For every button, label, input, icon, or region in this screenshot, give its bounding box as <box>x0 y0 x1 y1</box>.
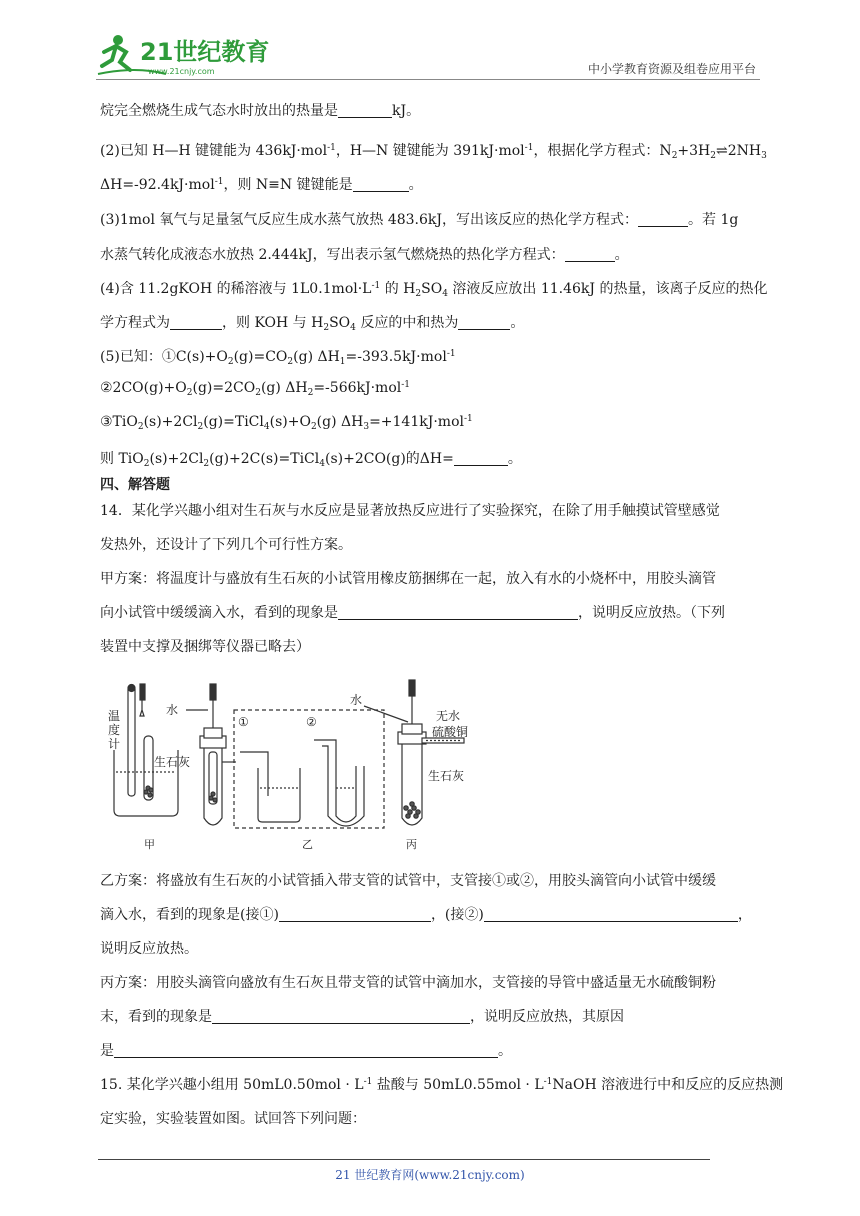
label-quicklime-1: 生石灰 <box>154 755 191 769</box>
page-header <box>96 30 760 80</box>
text: ，H—N 键键能为 391kJ·mol <box>335 143 525 159</box>
subscript: 2 <box>137 422 144 432</box>
text: +3H <box>677 143 711 159</box>
q14-line4 <box>100 602 725 622</box>
subscript: 2 <box>186 388 193 398</box>
subscript: 2 <box>227 357 234 367</box>
text: SO <box>329 315 351 331</box>
subscript: 2 <box>197 422 204 432</box>
text: (g)+2C(s)=TiCl <box>209 451 320 467</box>
answer-blank <box>338 103 392 118</box>
text: (s)+2Cl <box>149 451 204 467</box>
text: kJ。 <box>392 103 421 119</box>
q14-bing-line1: 丙方案：用胶头滴管向盛放有生石灰且带支管的试管中滴加水，支管接的导管中盛适量无水硫酸铜粉 <box>100 975 716 991</box>
superscript: -1 <box>543 1077 553 1087</box>
text: 。 <box>408 177 423 193</box>
text: (g) ΔH <box>293 349 340 365</box>
line-q1-tail <box>100 100 420 120</box>
caption-bing: 丙 <box>406 838 417 851</box>
subscript: 2 <box>710 151 717 161</box>
subscript: 2 <box>255 388 261 398</box>
line-q3-cont <box>100 244 629 264</box>
superscript: -1 <box>463 414 473 424</box>
subscript: 2 <box>310 422 317 432</box>
text: (3)1mol 氧气与足量氢气反应生成水蒸气放热 483.6kJ，写出该反应的热化学方程式： <box>100 212 638 228</box>
subscript: 4 <box>319 459 325 469</box>
label-anhydrous: 无水 <box>436 709 461 723</box>
subscript: 2 <box>671 151 678 161</box>
text: 。 <box>498 1043 512 1059</box>
text: NaOH 溶液进行中和反应的反应热测 <box>552 1077 784 1093</box>
subscript: 3 <box>363 422 370 432</box>
site-logo <box>96 30 296 78</box>
label-thermometer-3: 计 <box>108 737 121 751</box>
section-heading: 四、解答题 <box>100 477 170 493</box>
text: (g) ΔH <box>260 380 308 396</box>
label-circle-2: ② <box>306 715 317 729</box>
q14-yi-line1: 乙方案：将盛放有生石灰的小试管插入带支管的试管中，支管接①或②，用胶头滴管向小试管中缓缓 <box>100 873 716 889</box>
text: 水蒸气转化成液态水放热 2.444kJ，写出表示氢气燃烧热的热化学方程式： <box>100 247 565 263</box>
answer-blank <box>565 247 615 262</box>
logo-url: www.21cnjy.com <box>148 67 215 76</box>
text: ΔH=-92.4kJ·mol <box>100 177 215 193</box>
text: 则 TiO <box>100 451 144 467</box>
q14-line5: 装置中支撑及捆绑等仪器已略去） <box>100 639 310 655</box>
subscript: 2 <box>307 388 314 398</box>
text: =-566kJ·mol <box>313 380 402 396</box>
text: ②2CO(g)+O <box>100 380 187 396</box>
line-q5-eq3 <box>100 414 473 432</box>
superscript: -1 <box>327 143 336 153</box>
caption-yi: 乙 <box>302 838 313 851</box>
answer-blank <box>353 177 409 192</box>
apparatus-bing <box>364 680 464 825</box>
label-circle-1: ① <box>238 715 249 729</box>
q14-line2: 发热外，还设计了下列几个可行性方案。 <box>100 537 352 553</box>
text: =+141kJ·mol <box>369 414 464 430</box>
answer-blank <box>638 212 688 227</box>
text: 反应的中和热为 <box>355 315 459 331</box>
text: ，则 N≡N 键键能是 <box>223 177 353 193</box>
text: (g)=TiCl <box>203 414 264 430</box>
text: (s)+2CO(g)的ΔH= <box>324 451 454 467</box>
label-quicklime-2: 生石灰 <box>428 769 465 783</box>
text: ，根据化学方程式：N <box>533 143 672 159</box>
superscript: -1 <box>363 1077 373 1087</box>
answer-blank <box>458 315 510 330</box>
footer-link[interactable]: 21 世纪教育网(www.21cnjy.com) <box>335 1168 525 1182</box>
text: (s)+2Cl <box>143 414 198 430</box>
label-thermometer-1: 温 <box>108 709 121 723</box>
answer-blank <box>114 1043 498 1058</box>
text: ，说明反应放热，其原因 <box>470 1009 624 1025</box>
text: (g)=CO <box>233 349 288 365</box>
text: (s)+O <box>269 414 311 430</box>
platform-name: 中小学教育资源及组卷应用平台 <box>587 62 756 76</box>
line-q2 <box>100 140 767 161</box>
text: 烷完全燃烧生成气态水时放出的热量是 <box>100 103 338 119</box>
text: (5)已知：①C(s)+O <box>100 349 228 365</box>
text: =-393.5kJ·mol <box>345 349 447 365</box>
label-cuso4: 硫酸铜 <box>432 725 469 739</box>
q15-line1 <box>100 1074 783 1094</box>
label-water-1: 水 <box>166 703 179 717</box>
text: (4)含 11.2gKOH 的稀溶液与 1L0.1mol·L <box>100 281 372 297</box>
text: 。 <box>510 315 525 331</box>
text: (2)已知 H—H 键键能为 436kJ·mol <box>100 143 328 159</box>
text: ③TiO <box>100 414 138 430</box>
text: (g) ΔH <box>316 414 364 430</box>
answer-blank <box>484 907 738 922</box>
apparatus-figure <box>100 676 500 856</box>
line-q5-eq1 <box>100 346 456 367</box>
text: 学方程式为 <box>100 315 170 331</box>
label-water-2: 水 <box>350 693 363 707</box>
label-thermometer-2: 度 <box>108 723 121 737</box>
text: 是 <box>100 1043 114 1059</box>
text: 盐酸与 50mL0.55mol · L <box>372 1077 544 1093</box>
superscript: -1 <box>401 380 411 390</box>
line-q5-eq2 <box>100 380 410 398</box>
subscript: 4 <box>263 422 270 432</box>
header-divider <box>96 79 760 80</box>
text: SO <box>421 281 443 297</box>
q14-bing-line3 <box>100 1040 512 1060</box>
answer-blank <box>212 1009 470 1024</box>
text: 的 H <box>380 281 416 297</box>
answer-blank <box>454 451 508 466</box>
q14-yi-line3: 说明反应放热。 <box>100 941 198 957</box>
text: ⇌2NH <box>716 143 762 159</box>
answer-blank <box>279 907 431 922</box>
line-q4-cont <box>100 312 524 333</box>
subscript: 2 <box>323 323 330 333</box>
text: 15. 某化学兴趣小组用 50mL0.50mol · L <box>100 1077 364 1093</box>
text: ，说明反应放热。（下列 <box>578 605 725 621</box>
q15-line2: 定实验，实验装置如图。试回答下列问题： <box>100 1111 366 1127</box>
text: ， <box>737 907 752 923</box>
subscript: 4 <box>350 323 356 333</box>
logo-text: 21世纪教育 <box>140 38 270 66</box>
text: 向小试管中缓缓滴入水，看到的现象是 <box>100 605 338 621</box>
q14-line1: 14．某化学兴趣小组对生石灰与水反应是显著放热反应进行了实验探究，在除了用手触摸试管壁感觉 <box>100 503 720 519</box>
superscript: -1 <box>214 177 224 187</box>
subscript: 2 <box>415 289 422 299</box>
line-q3 <box>100 209 738 229</box>
superscript: -1 <box>524 143 534 153</box>
subscript: 3 <box>761 151 767 161</box>
line-q2-cont <box>100 174 423 194</box>
line-q5-target <box>100 448 522 469</box>
text: 。若 1g <box>688 212 739 228</box>
subscript: 2 <box>203 459 210 469</box>
answer-blank <box>170 315 222 330</box>
apparatus-jia-b <box>186 684 236 825</box>
superscript: -1 <box>446 349 456 359</box>
q14-bing-line2 <box>100 1006 624 1026</box>
text: 。 <box>507 451 522 467</box>
text: 溶液反应放出 11.46kJ 的热量，该离子反应的热化 <box>447 281 768 297</box>
q14-yi-line2 <box>100 904 752 924</box>
text: 末，看到的现象是 <box>100 1009 212 1025</box>
subscript: 4 <box>442 289 448 299</box>
footer-divider <box>98 1159 710 1160</box>
q14-line3: 甲方案：将温度计与盛放有生石灰的小试管用橡皮筋捆绑在一起，放入有水的小烧杯中，用胶头滴管 <box>100 571 716 587</box>
text: 。 <box>614 247 629 263</box>
answer-blank <box>338 605 578 620</box>
caption-jia: 甲 <box>144 838 155 851</box>
subscript: 2 <box>287 357 294 367</box>
text: ，(接②) <box>430 907 484 923</box>
text: (g)=2CO <box>192 380 256 396</box>
superscript: -1 <box>371 281 381 291</box>
subscript: 1 <box>339 357 346 367</box>
text: ，则 KOH 与 H <box>222 315 324 331</box>
subscript: 2 <box>143 459 150 469</box>
text: 滴入水，看到的现象是(接①) <box>100 907 279 923</box>
line-q4 <box>100 278 767 299</box>
